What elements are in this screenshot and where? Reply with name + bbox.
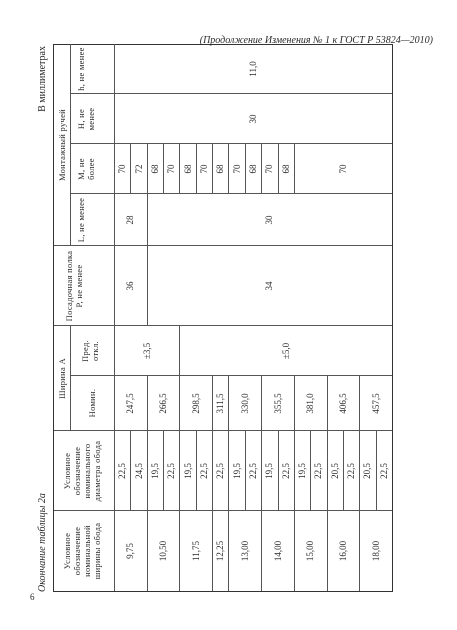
width-a-nominal-cell: 266,5 <box>158 393 169 414</box>
header-h2: h, не менее <box>76 47 86 91</box>
header-nominal-diameter-code: Условное обозначение номинального диаметра обода <box>62 440 102 502</box>
width-a-nominal-cell: 381,0 <box>305 393 316 414</box>
m-cell: 70 <box>117 164 128 174</box>
header-l: L, не менее <box>76 197 86 243</box>
page-header: (Продолжение Изменения № 1 к ГОСТ Р 53824—2010) <box>199 35 433 46</box>
width-code-cell: 16,00 <box>337 540 348 562</box>
diameter-code-cell: 19,5 <box>182 463 193 479</box>
diameter-code-cell: 19,5 <box>149 463 160 479</box>
tolerance-cell: ±3,5 <box>141 342 152 360</box>
m-cell: 70 <box>231 164 242 174</box>
diameter-code-cell: 19,5 <box>231 463 242 479</box>
diameter-code-cell: 24,5 <box>133 463 144 479</box>
bead-seat-cell: 34 <box>264 281 275 291</box>
width-code-cell: 18,00 <box>370 540 381 562</box>
header-width-a: Ширина А <box>57 358 67 399</box>
width-code-cell: 12,25 <box>215 540 226 562</box>
header-mounting-well: Монтажный ручей <box>57 108 67 182</box>
bead-seat-cell: 36 <box>125 281 136 291</box>
table-caption: Окончание таблицы 2а <box>37 493 48 592</box>
width-a-nominal-cell: 247,5 <box>125 393 136 414</box>
width-code-cell: 15,00 <box>305 540 316 562</box>
header-width-a-tolerance: Пред. откл. <box>80 340 100 362</box>
diameter-code-cell: 22,5 <box>248 463 258 479</box>
width-a-nominal-cell: 406,5 <box>337 393 348 414</box>
width-a-nominal-cell: 457,5 <box>370 393 381 414</box>
diameter-code-cell: 20,5 <box>329 463 340 479</box>
dimensions-table <box>53 44 393 592</box>
width-code-cell: 14,00 <box>272 540 283 562</box>
diameter-code-cell: 19,5 <box>264 463 275 479</box>
l-cell: 28 <box>125 215 136 225</box>
diameter-code-cell: 19,5 <box>297 463 308 479</box>
diameter-code-cell: 22,5 <box>117 463 128 479</box>
diameter-code-cell: 22,5 <box>378 463 389 479</box>
width-code-cell: 11,75 <box>190 541 201 561</box>
header-nominal-width-code: Условное обозначение номинальной ширины обода <box>62 522 102 580</box>
diameter-code-cell: 22,5 <box>198 463 209 479</box>
m-cell: 68 <box>149 164 160 174</box>
width-code-cell: 13,00 <box>239 540 250 562</box>
diameter-code-cell: 22,5 <box>166 463 177 479</box>
h2-cell: 11,0 <box>248 61 258 77</box>
diameter-code-cell: 20,5 <box>362 463 373 479</box>
m-cell: 68 <box>280 164 291 174</box>
m-cell: 68 <box>182 164 193 174</box>
diameter-code-cell: 22,5 <box>346 463 357 479</box>
header-m: М, не более <box>76 158 96 180</box>
rotated-table-page <box>37 40 397 600</box>
m-cell: 70 <box>264 164 275 174</box>
width-a-nominal-cell: 311,5 <box>215 393 226 414</box>
width-a-nominal-cell: 355,5 <box>272 393 283 414</box>
header-bead-seat-p: Посадочная полка Р, не менее <box>64 250 84 322</box>
header-h: Н, не менее <box>76 107 96 131</box>
header-width-a-nominal: Номин. <box>87 388 97 418</box>
units-label: В миллиметрах <box>37 46 48 112</box>
h-cell: 30 <box>248 114 258 124</box>
width-code-cell: 9,75 <box>125 543 136 559</box>
page-number: 6 <box>30 592 35 602</box>
width-a-nominal-cell: 330,0 <box>239 393 250 414</box>
diameter-code-cell: 22,5 <box>215 463 226 479</box>
m-cell: 70 <box>166 164 177 174</box>
tolerance-cell: ±5,0 <box>280 342 291 360</box>
m-cell: 68 <box>248 164 258 174</box>
m-cell: 72 <box>133 164 144 174</box>
m-cell: 68 <box>215 164 226 174</box>
m-cell: 70 <box>198 164 209 174</box>
diameter-code-cell: 22,5 <box>280 463 291 479</box>
width-code-cell: 10,50 <box>158 540 169 562</box>
width-a-nominal-cell: 298,5 <box>190 393 201 414</box>
m-cell: 70 <box>337 164 348 174</box>
diameter-code-cell: 22,5 <box>313 463 324 479</box>
l-cell: 30 <box>264 215 275 225</box>
